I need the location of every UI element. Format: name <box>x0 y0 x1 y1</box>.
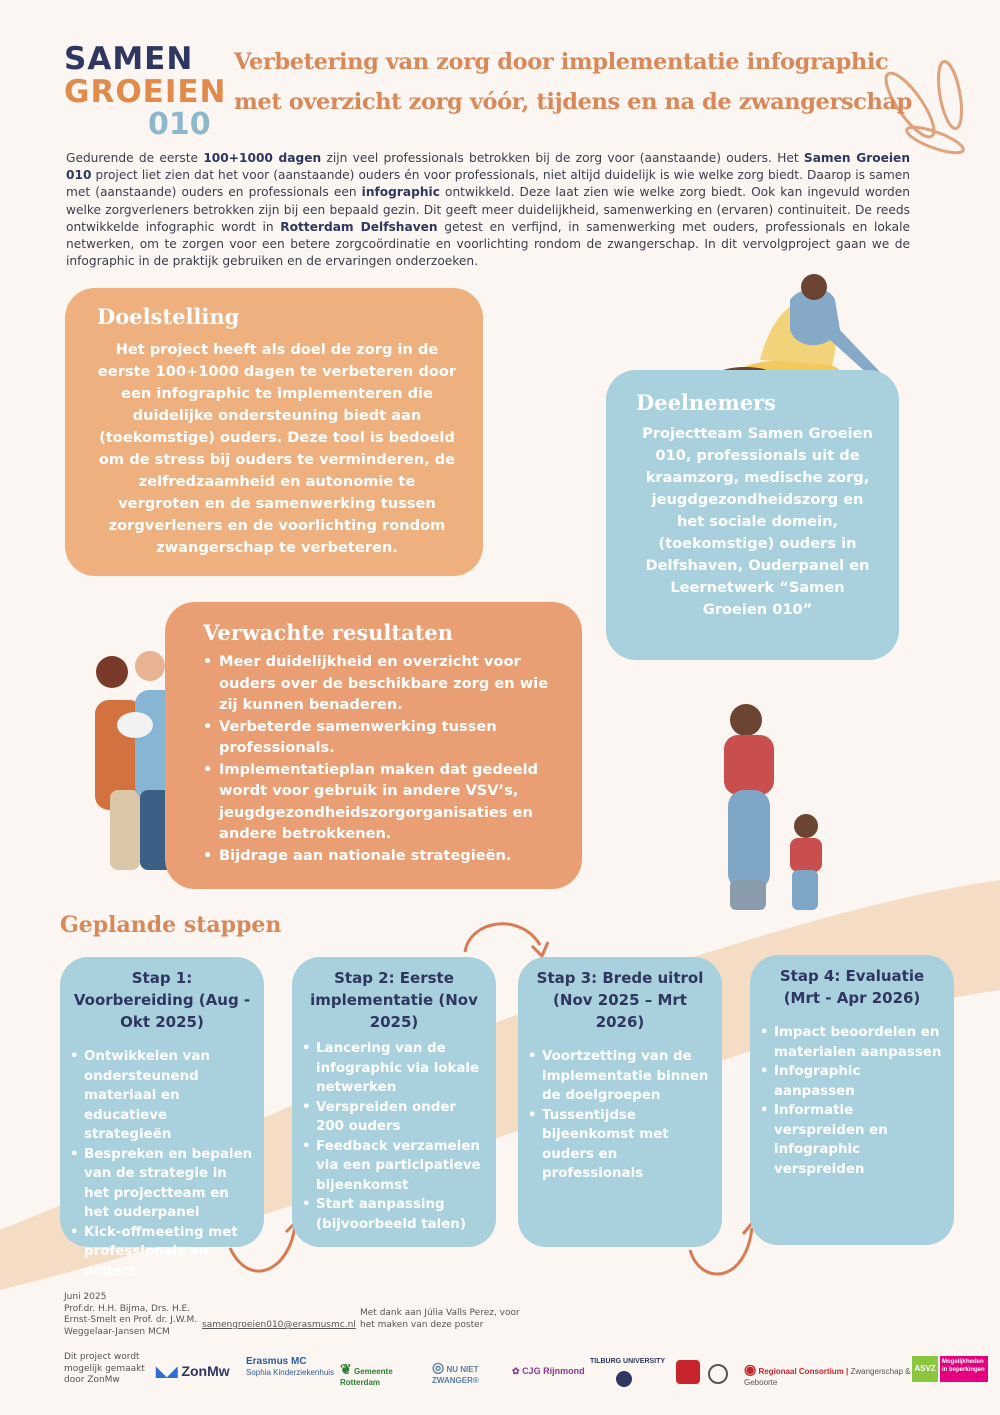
partner-logos <box>156 1354 996 1398</box>
step-item: • Tussentijdse bijeenkomst met ouders en professionals <box>528 1106 712 1184</box>
intro-bold: infographic <box>361 185 440 200</box>
cjg-logo <box>512 1366 585 1377</box>
logo-line-1: SAMEN <box>64 41 194 77</box>
results-item: • Verbeterde samenwerking tussen professionals. <box>203 716 568 759</box>
asvz-sub-label: Mogelijkheden in beperkingen <box>940 1356 988 1382</box>
regionaal-label: Regionaal Consortium <box>758 1367 844 1376</box>
pregnant-woman-illustration <box>717 274 880 384</box>
step-item: • Kick-offmeeting met professionals en ouders <box>70 1223 254 1282</box>
footer-authors: Prof.dr. H.H. Bijma, Drs. H.E. Ernst-Smelt en Prof. dr. J.W.M. Weggelaar-Jansen MCM <box>64 1303 198 1337</box>
zonmw-logo <box>156 1363 230 1379</box>
cjg-label: CJG Rijnmond <box>522 1366 585 1376</box>
step-1-card <box>60 957 264 1279</box>
results-card <box>165 602 582 889</box>
participants-card <box>606 370 899 660</box>
logo-line-2: GROEIEN <box>64 74 227 110</box>
footer-email-link[interactable]: samengroeien010@erasmusmc.nl <box>202 1320 356 1330</box>
footer-date: Juni 2025 <box>64 1292 107 1302</box>
step-item: • Bespreken en bepalen van de strategie in het projectteam en het ouderpanel <box>70 1145 254 1223</box>
goal-text: Het project heeft als doel de zorg in de eerste 100+1000 dagen te verbeteren door een infographic te implementeren die duidelijke ondersteuning biedt aan (toekomstige) ouders. Deze tool is bedoeld om de stress bij ouders te verminderen, de zelfredzaamheid en autonomie te vergroten en de samenwerking tussen zorgverleners en de voorlichting rondom zwangerschap te verbeteren. <box>97 341 457 556</box>
participants-text: Projectteam Samen Groeien 010, professionals uit de kraamzorg, medische zorg, jeugdgezondheidszorg en het sociale domein, (toekomstige) ouders in Delfshaven, Ouderpanel en Leernetwerk “Samen Groeien 010” <box>642 425 873 618</box>
step-item: • Lancering van de infographic via lokale netwerken <box>302 1039 486 1098</box>
step-list <box>528 1047 712 1184</box>
intro-text: Gedurende de eerste <box>66 151 204 165</box>
intro-bold: Samen Groeien 010 <box>66 151 910 183</box>
regionaal-sub-label: Zwangerschap & Geboorte <box>744 1367 911 1387</box>
intro-text: getest en verfijnd, in samenwerking met ouders, professionals en lokale netwerken, om te zorgen voor een betere zorgcoördinatie en voorlichting rondom de zwangerschap. In dit vervolgproject gaan we de infographic in de praktijk gebruiken en de ervaringen onderzoeken. <box>66 219 911 269</box>
gemeente-label: Gemeente Rotterdam <box>340 1367 393 1387</box>
goal-card <box>65 288 483 576</box>
step-item: • Infographic aanpassen <box>760 1062 944 1101</box>
tilburg-seal-icon <box>616 1371 632 1387</box>
results-item: • Meer duidelijkheid en overzicht voor ouders over de beschikbare zorg en wie zij kunnen benaderen. <box>203 651 568 716</box>
regionaal-mark-icon: ◉ <box>744 1361 757 1377</box>
erasmus-sub-label: Sophia Kinderziekenhuis <box>246 1368 335 1377</box>
arrow-icon <box>465 924 540 952</box>
step-3-card <box>518 957 722 1247</box>
intro-text: project liet zien dat het voor (aanstaande) ouders én voor professionals, niet altijd duidelijk is wie welke zorg biedt. Daarop is samen met (aanstaande) ouders en professionals een <box>66 168 910 200</box>
intro-paragraph <box>66 150 910 270</box>
step-item: • Ontwikkelen van ondersteunend materiaal en educatieve strategieën <box>70 1047 254 1145</box>
steps-heading: Geplande stappen <box>60 912 282 938</box>
step-item: • Voortzetting van de implementatie binnen de doelgroepen <box>528 1047 712 1106</box>
kenniscentrum-logo-icon <box>708 1364 728 1384</box>
intro-bold: 100+1000 dagen <box>203 151 322 165</box>
results-heading: Verwachte resultaten <box>203 620 454 645</box>
gemeente-logo <box>340 1361 420 1388</box>
step-item: • Start aanpassing (bijvoorbeeld talen) <box>302 1195 486 1234</box>
intro-bold: Rotterdam Delfshaven <box>280 219 438 234</box>
step-list <box>70 1047 254 1281</box>
footer-funding: Dit project wordt mogelijk gemaakt door ZonMw <box>64 1352 145 1385</box>
step-item: • Impact beoordelen en materialen aanpassen <box>760 1023 944 1062</box>
samen-groeien-logo <box>64 41 227 142</box>
zonmw-label: ZonMw <box>181 1363 230 1379</box>
step-title: Stap 4: Evaluatie (Mrt - Apr 2026) <box>779 967 925 1007</box>
gemeente-mark-icon: ❦ <box>340 1361 352 1377</box>
step-title: Stap 2: Eerste implementatie (Nov 2025) <box>310 969 478 1031</box>
tilburg-label: TILBURG UNIVERSITY <box>590 1358 666 1365</box>
cjg-mark-icon: ✿ <box>512 1366 520 1376</box>
erasmus-logo <box>246 1356 336 1378</box>
step-list <box>302 1039 486 1234</box>
intro-text: zijn veel professionals betrokken bij de zorg voor (aanstaande) ouders. Het <box>321 151 804 165</box>
step-title: Stap 1: Voorbereiding (Aug - Okt 2025) <box>73 969 251 1031</box>
step-item: • Feedback verzamelen via een participatieve bijeenkomst <box>302 1137 486 1196</box>
logo-line-3: 010 <box>148 107 211 142</box>
step-title: Stap 3: Brede uitrol (Nov 2025 – Mrt 2026) <box>536 969 704 1031</box>
intro-text: ontwikkeld. Deze laat zien wie welke zorg biedt. Ook kan ingevuld worden welke zorgverleners betrokken zijn bij een bepaald gezin. Dit geeft meer duidelijkheid, samenwerking en (ervaren) continuiteit. De reeds ontwikkelde infographic wordt in <box>66 185 910 234</box>
mother-child-illustration <box>724 704 822 910</box>
goal-heading: Doelstelling <box>97 304 240 329</box>
footer-credits <box>64 1292 214 1338</box>
nuniet-label: NU NIET ZWANGER® <box>432 1365 479 1385</box>
step-4-card <box>750 955 954 1245</box>
poster-title: Verbetering van zorg door implementatie infographic met overzicht zorg vóór, tijdens en na de zwangerschap <box>234 49 912 115</box>
asvz-logo <box>912 1356 988 1386</box>
results-item: • Implementatieplan maken dat gedeeld wordt voor gebruik in andere VSV’s, jeugdgezondheidszorgorganisaties en andere betrokkenen. <box>203 759 568 845</box>
step-item: • Informatie verspreiden en infographic verspreiden <box>760 1101 944 1179</box>
step-item: • Verspreiden onder 200 ouders <box>302 1098 486 1137</box>
erasmus-label: Erasmus MC <box>246 1356 307 1367</box>
step-list <box>760 1023 944 1179</box>
nuniet-mark-icon: ◎ <box>432 1359 445 1375</box>
nuniet-logo <box>432 1359 502 1386</box>
participants-heading: Deelnemers <box>636 390 777 415</box>
hogeschool-logo-icon <box>676 1360 700 1384</box>
step-2-card <box>292 957 496 1247</box>
regionaal-logo: ◉ Regionaal Consortium | Zwangerschap & Geboorte <box>744 1361 911 1387</box>
asvz-label: ASVZ <box>912 1356 938 1382</box>
results-item: • Bijdrage aan nationale strategieën. <box>203 845 568 867</box>
results-list <box>203 651 568 866</box>
zonmw-mark-icon: ◣◢ <box>156 1363 182 1379</box>
footer-thanks: Met dank aan Júlia Valls Perez, voor het maken van deze poster <box>360 1308 520 1330</box>
tilburg-logo <box>590 1356 680 1387</box>
